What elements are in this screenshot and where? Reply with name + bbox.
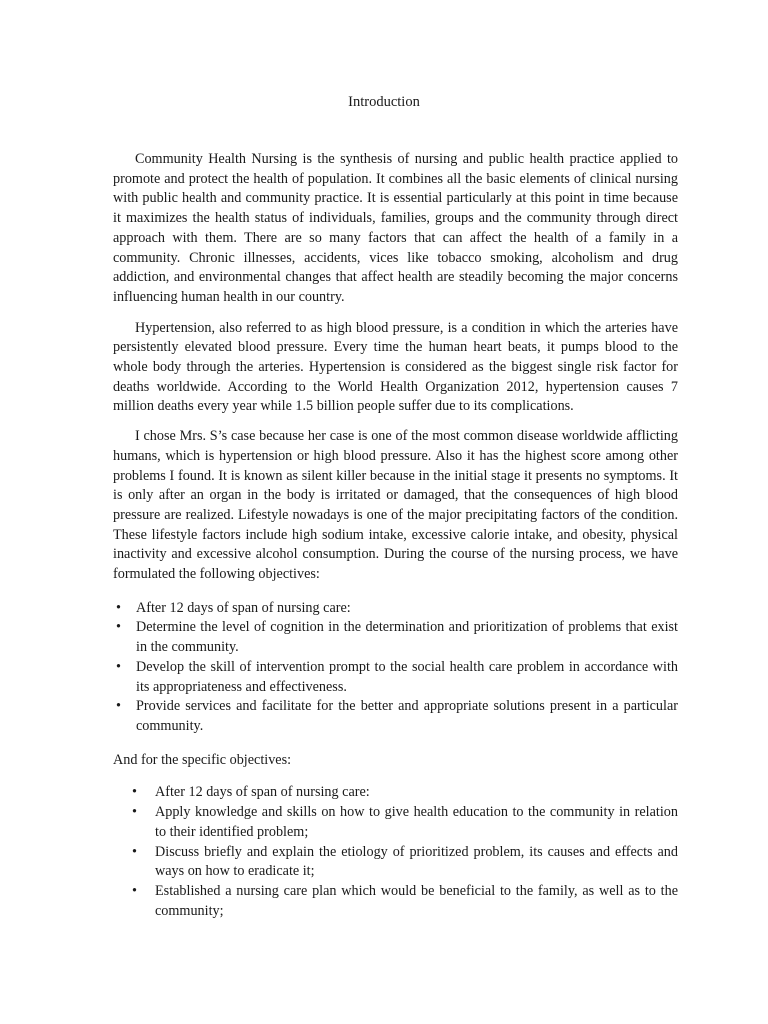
bullet-icon: • — [132, 843, 137, 860]
list-item-text: Discuss briefly and explain the etiology of prioritized problem, its causes and effects and ways on how to eradicate it; — [155, 843, 678, 880]
list-item — [113, 697, 678, 736]
list-item — [129, 843, 678, 882]
list-item — [129, 783, 678, 803]
paragraph-community-health: Community Health Nursing is the synthesis of nursing and public health practice applied to promote and protect the health of population. It combines all the basic elements of clinical nursing with public health and community practice. It is essential particularly at this point in time because it maximizes the health status of individuals, families, groups and the community through direct approach with them. There are so many factors that can affect the health of a family in a community. Chronic illnesses, accidents, vices like tobacco smoking, alcoholism and drug addiction, and environmental changes that affect health are steadily becoming the major concerns influencing human health in our country. — [113, 151, 678, 305]
list-item — [129, 882, 678, 921]
bullet-icon: • — [132, 784, 137, 801]
list-item — [129, 803, 678, 842]
document-title: Introduction — [348, 94, 420, 110]
bullet-icon: • — [116, 698, 121, 715]
list-item-text: After 12 days of span of nursing care: — [155, 784, 370, 801]
list-item-text: Apply knowledge and skills on how to give health education to the community in relation to their identified problem; — [155, 804, 678, 840]
bullet-icon: • — [132, 804, 137, 821]
bullet-icon: • — [116, 599, 121, 616]
bullet-icon: • — [116, 619, 121, 636]
paragraph-case-selection: I chose Mrs. S’s case because her case is one of the most common disease worldwide afflicting humans, which is hypertension or high blood pressure. Also it has the highest score among other problems I found. It is known as silent killer because in the initial stage it presents no symptoms. It is only after an organ in the body is irritated or damaged, that the consequences of high blood pressure are realized. Lifestyle nowadays is one of the major precipitating factors of the condition. These lifestyle factors include high sodium intake, excessive calorie intake, and obesity, physical inactivity and excessive alcohol consumption. During the course of the nursing process, we have formulated the following objectives: — [113, 428, 678, 583]
general-objectives-list — [113, 599, 678, 737]
bullet-icon: • — [116, 658, 121, 675]
document-body — [113, 150, 678, 935]
specific-objectives-heading: And for the specific objectives: — [113, 751, 292, 768]
list-item — [113, 599, 678, 619]
specific-objectives-list — [129, 783, 678, 921]
paragraph-hypertension: Hypertension, also referred to as high blood pressure, is a condition in which the arteries have persistently elevated blood pressure. Every time the human heart beats, it pumps blood to the whole body through the arteries. Hypertension is considered as the biggest single risk factor for deaths worldwide. According to the World Health Organization 2012, hypertension causes 7 million deaths every year while 1.5 billion people suffer due to its complications. — [113, 319, 678, 415]
list-item-text: Determine the level of cognition in the determination and prioritization of problems that exist in the community. — [136, 619, 678, 656]
list-item-text: Established a nursing care plan which would be beneficial to the family, as well as to the community; — [155, 882, 678, 919]
bullet-icon: • — [132, 882, 137, 899]
list-item-text: Provide services and facilitate for the better and appropriate solutions present in a particular community. — [136, 698, 678, 734]
list-item-text: Develop the skill of intervention prompt to the social health care problem in accordance with its appropriateness and effectiveness. — [136, 658, 678, 695]
list-item — [113, 658, 678, 697]
list-item — [113, 618, 678, 657]
list-item-text: After 12 days of span of nursing care: — [136, 599, 351, 616]
